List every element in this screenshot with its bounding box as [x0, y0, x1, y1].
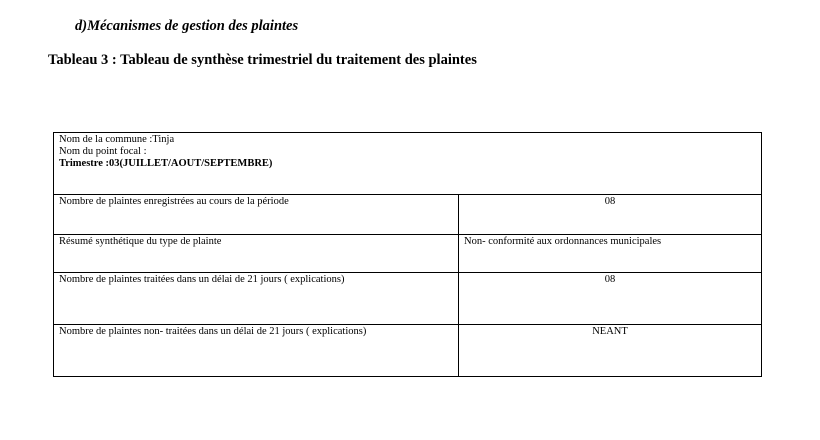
section-heading: d)Mécanismes de gestion des plaintes [75, 18, 299, 34]
row-label: Nombre de plaintes traitées dans un délai de 21 jours ( explications) [54, 273, 459, 325]
trimestre-label: Trimestre :03(JUILLET/AOUT/SEPTEMBRE) [59, 158, 273, 169]
table-row [54, 325, 762, 377]
row-label: Résumé synthétique du type de plainte [54, 235, 459, 273]
table-row [54, 235, 762, 273]
table-header-row [54, 133, 762, 195]
row-label: Nombre de plaintes non- traitées dans un délai de 21 jours ( explications) [54, 325, 459, 377]
row-value: Non- conformité aux ordonnances municipales [459, 235, 762, 273]
row-value: 08 [459, 195, 762, 235]
focal-point-name: Nom du point focal : [59, 146, 147, 157]
table-row [54, 195, 762, 235]
row-label: Nombre de plaintes enregistrées au cours de la période [54, 195, 459, 235]
commune-name: Nom de la commune :Tinja [59, 134, 175, 145]
complaints-summary-table [53, 132, 762, 377]
row-value: 08 [459, 273, 762, 325]
table-row [54, 273, 762, 325]
table-caption: Tableau 3 : Tableau de synthèse trimestriel du traitement des plaintes [48, 52, 477, 68]
row-value: NEANT [459, 325, 762, 377]
table-header-cell [54, 133, 762, 195]
